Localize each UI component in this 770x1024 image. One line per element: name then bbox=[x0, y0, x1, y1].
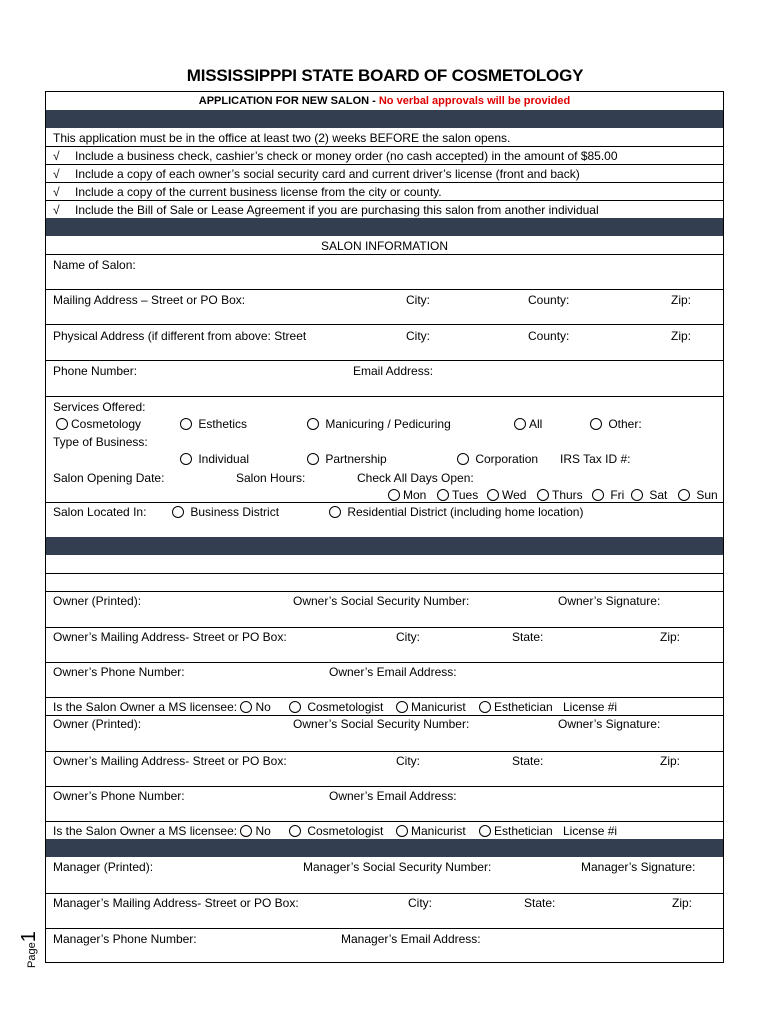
type-corporation[interactable]: Corporation bbox=[457, 452, 538, 466]
location-label: Salon Located In: bbox=[53, 505, 147, 519]
check-mark-icon: √ bbox=[53, 203, 60, 217]
manager-ssn-label: Manager’s Social Security Number: bbox=[303, 860, 492, 874]
requirement-item bbox=[46, 164, 723, 182]
owner-2-address-row[interactable] bbox=[46, 751, 723, 786]
section-band bbox=[46, 110, 723, 128]
mailing-address-field[interactable] bbox=[46, 289, 723, 324]
license-cosmetologist[interactable]: Cosmetologist bbox=[289, 700, 383, 714]
radio-icon bbox=[307, 453, 319, 465]
location-residential[interactable]: Residential District (including home location) bbox=[329, 505, 583, 519]
section-band bbox=[46, 537, 723, 555]
day-sat[interactable]: Sat bbox=[631, 488, 667, 502]
requirement-item bbox=[46, 200, 723, 218]
owner-email-label: Owner’s Email Address: bbox=[329, 665, 457, 679]
service-cosmetology[interactable]: Cosmetology bbox=[56, 417, 141, 431]
day-sun[interactable]: Sun bbox=[678, 488, 718, 502]
radio-icon bbox=[678, 489, 690, 501]
manager-email-label: Manager’s Email Address: bbox=[341, 932, 481, 946]
radio-icon bbox=[396, 825, 408, 837]
radio-icon bbox=[56, 418, 68, 430]
owner-ssn-label: Owner’s Social Security Number: bbox=[293, 717, 470, 731]
license-number-label: License #i bbox=[563, 700, 618, 714]
page-label-text: Page bbox=[26, 942, 38, 968]
radio-icon bbox=[289, 701, 301, 713]
service-all[interactable]: All bbox=[514, 417, 542, 431]
application-form bbox=[45, 91, 724, 963]
salon-hours-label: Salon Hours: bbox=[236, 471, 306, 485]
check-mark-icon: √ bbox=[53, 167, 60, 181]
salon-info-heading: SALON INFORMATION bbox=[320, 239, 449, 253]
owner-mailing-label: Owner’s Mailing Address- Street or PO Box: bbox=[53, 630, 287, 644]
subtitle-main: APPLICATION FOR NEW SALON - bbox=[198, 95, 379, 107]
opening-date-label: Salon Opening Date: bbox=[53, 471, 165, 485]
radio-icon bbox=[289, 825, 301, 837]
owner-phone-label: Owner’s Phone Number: bbox=[53, 665, 185, 679]
radio-icon bbox=[388, 489, 400, 501]
county-label: County: bbox=[528, 293, 570, 307]
manager-name-row[interactable] bbox=[46, 857, 723, 893]
owner-ssn-label: Owner’s Social Security Number: bbox=[293, 594, 470, 608]
tax-id-label: IRS Tax ID #: bbox=[560, 452, 631, 466]
day-mon[interactable]: Mon bbox=[388, 488, 426, 502]
manager-signature-label: Manager’s Signature: bbox=[581, 860, 696, 874]
radio-icon bbox=[180, 418, 192, 430]
state-label: State: bbox=[512, 630, 544, 644]
day-thurs[interactable]: Thurs bbox=[537, 488, 583, 502]
radio-icon bbox=[457, 453, 469, 465]
location-business-district[interactable]: Business District bbox=[172, 505, 279, 519]
page-number bbox=[18, 931, 41, 968]
license-number-label: License #i bbox=[563, 824, 618, 838]
type-individual[interactable]: Individual bbox=[180, 452, 249, 466]
service-esthetics[interactable]: Esthetics bbox=[180, 417, 247, 431]
day-tues[interactable]: Tues bbox=[437, 488, 478, 502]
phone-email-field[interactable] bbox=[46, 360, 723, 396]
owner-1-license-row bbox=[46, 697, 723, 715]
email-label: Email Address: bbox=[353, 364, 434, 378]
requirement-text: Include the Bill of Sale or Lease Agreement if you are purchasing this salon from another individual bbox=[75, 203, 599, 217]
license-manicurist[interactable]: Manicurist bbox=[396, 700, 466, 714]
owner-printed-label: Owner (Printed): bbox=[53, 717, 142, 731]
owner-printed-label: Owner (Printed): bbox=[53, 594, 142, 608]
radio-icon bbox=[631, 489, 643, 501]
radio-icon bbox=[479, 701, 491, 713]
day-wed[interactable]: Wed bbox=[487, 488, 526, 502]
radio-icon[interactable] bbox=[240, 825, 252, 837]
zip-label: Zip: bbox=[660, 630, 681, 644]
page-number-value: 1 bbox=[18, 931, 40, 943]
state-label: State: bbox=[512, 754, 544, 768]
manager-phone-label: Manager’s Phone Number: bbox=[53, 932, 197, 946]
radio-icon bbox=[307, 418, 319, 430]
form-subtitle bbox=[46, 92, 723, 110]
type-partnership[interactable]: Partnership bbox=[307, 452, 387, 466]
radio-icon bbox=[437, 489, 449, 501]
radio-icon bbox=[172, 506, 184, 518]
county-label: County: bbox=[528, 329, 570, 343]
service-manicuring[interactable]: Manicuring / Pedicuring bbox=[307, 417, 451, 431]
city-label: City: bbox=[396, 754, 420, 768]
owner-signature-label: Owner’s Signature: bbox=[558, 717, 661, 731]
services-section bbox=[46, 396, 723, 502]
zip-label: Zip: bbox=[671, 293, 692, 307]
city-label: City: bbox=[406, 329, 430, 343]
requirements-intro bbox=[46, 128, 723, 146]
owner-1-address-row[interactable] bbox=[46, 627, 723, 662]
manager-printed-label: Manager (Printed): bbox=[53, 860, 154, 874]
business-type-label: Type of Business: bbox=[53, 435, 148, 449]
requirement-text: Include a copy of the current business license from the city or county. bbox=[75, 185, 442, 199]
zip-label: Zip: bbox=[672, 896, 693, 910]
days-open-label: Check All Days Open: bbox=[357, 471, 474, 485]
city-label: City: bbox=[406, 293, 430, 307]
manager-contact-row[interactable] bbox=[46, 928, 723, 962]
requirement-text: Include a copy of each owner’s social security card and current driver’s license (front and back) bbox=[75, 167, 580, 181]
physical-address-field[interactable] bbox=[46, 324, 723, 360]
zip-label: Zip: bbox=[660, 754, 681, 768]
zip-label: Zip: bbox=[671, 329, 692, 343]
subtitle-warning: No verbal approvals will be provided bbox=[378, 95, 571, 107]
day-fri[interactable]: Fri bbox=[592, 488, 624, 502]
manager-mailing-label: Manager’s Mailing Address- Street or PO Box: bbox=[53, 896, 299, 910]
salon-info-header bbox=[46, 236, 723, 254]
mailing-address-label: Mailing Address – Street or PO Box: bbox=[53, 293, 246, 307]
radio-icon bbox=[537, 489, 549, 501]
requirement-item bbox=[46, 182, 723, 200]
section-band bbox=[46, 839, 723, 857]
radio-icon bbox=[180, 453, 192, 465]
requirement-text: Include a business check, cashier’s check or money order (no cash accepted) in the amount of $85.00 bbox=[75, 149, 618, 163]
state-label: State: bbox=[524, 896, 556, 910]
radio-icon[interactable] bbox=[240, 701, 252, 713]
radio-icon bbox=[592, 489, 604, 501]
section-band bbox=[46, 218, 723, 236]
manager-address-row[interactable] bbox=[46, 893, 723, 928]
radio-icon bbox=[487, 489, 499, 501]
radio-icon bbox=[329, 506, 341, 518]
city-label: City: bbox=[396, 630, 420, 644]
radio-icon bbox=[396, 701, 408, 713]
owner-mailing-label: Owner’s Mailing Address- Street or PO Box: bbox=[53, 754, 287, 768]
radio-icon bbox=[590, 418, 602, 430]
blank-row bbox=[46, 555, 723, 573]
owner-phone-label: Owner’s Phone Number: bbox=[53, 789, 185, 803]
licensee-question: Is the Salon Owner a MS licensee: No bbox=[53, 700, 271, 714]
intro-text: This application must be in the office at least two (2) weeks BEFORE the salon opens. bbox=[53, 131, 511, 145]
form-title: MISSISSIPPPI STATE BOARD OF COSMETOLOGY bbox=[186, 66, 584, 85]
requirement-item bbox=[46, 146, 723, 164]
radio-icon bbox=[479, 825, 491, 837]
check-mark-icon: √ bbox=[53, 185, 60, 199]
phone-label: Phone Number: bbox=[53, 364, 138, 378]
licensee-question: Is the Salon Owner a MS licensee: No bbox=[53, 824, 271, 838]
license-esthetician[interactable]: Esthetician bbox=[479, 700, 553, 714]
check-mark-icon: √ bbox=[53, 149, 60, 163]
owner-email-label: Owner’s Email Address: bbox=[329, 789, 457, 803]
license-cosmetologist[interactable]: Cosmetologist bbox=[289, 824, 383, 838]
license-manicurist[interactable]: Manicurist bbox=[396, 824, 466, 838]
salon-name-label: Name of Salon: bbox=[53, 258, 136, 272]
location-section bbox=[46, 502, 723, 537]
services-label: Services Offered: bbox=[53, 400, 146, 414]
owner-2-license-row bbox=[46, 821, 723, 839]
salon-name-field[interactable] bbox=[46, 254, 723, 289]
owner-1-name-row[interactable] bbox=[46, 591, 723, 627]
service-other[interactable]: Other: bbox=[590, 417, 642, 431]
physical-address-label: Physical Address (if different from above: Street bbox=[53, 329, 307, 343]
blank-row bbox=[46, 573, 723, 591]
owner-2-name-row[interactable] bbox=[46, 715, 723, 751]
owner-signature-label: Owner’s Signature: bbox=[558, 594, 661, 608]
city-label: City: bbox=[408, 896, 432, 910]
radio-icon bbox=[514, 418, 526, 430]
owner-1-contact-row[interactable] bbox=[46, 662, 723, 697]
owner-2-contact-row[interactable] bbox=[46, 786, 723, 821]
license-esthetician[interactable]: Esthetician bbox=[479, 824, 553, 838]
